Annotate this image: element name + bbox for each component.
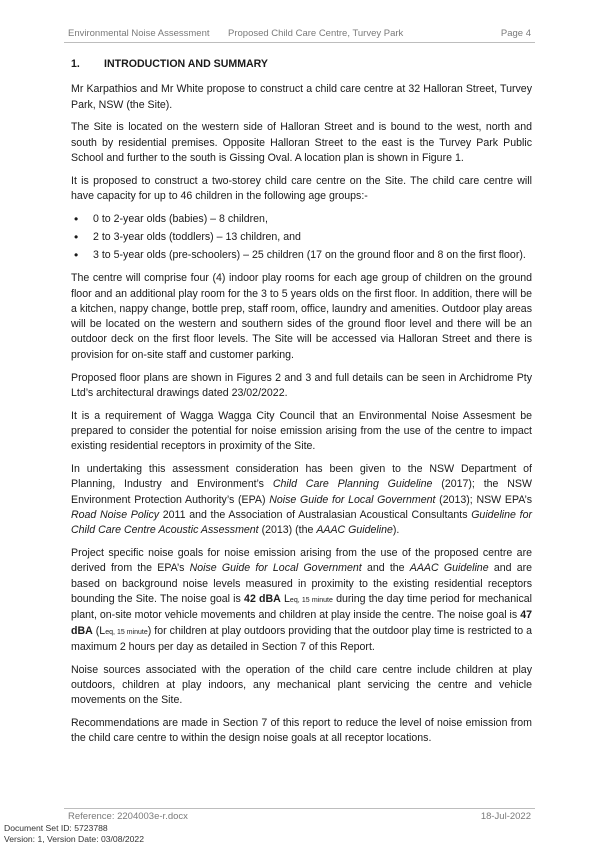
text-run: ). [392,524,400,537]
text-run-italic: Child Care Planning Guideline [272,478,433,491]
text-run: during the day time period for mechanical plant, on-site motor vehicle movements and children at play inside the centre. The noise goal is [71,592,532,622]
list-item: • 2 to 3-year olds (toddlers) – 13 children, and [71,230,532,245]
paragraph-7 [71,462,532,538]
text-run: 2011 and the Association of Australasian Acoustical Consultants [159,508,472,521]
header-project: Proposed Child Care Centre, Turvey Park [228,28,404,39]
text-run: ) for children at play outdoors providing that the outdoor play time is restricted to a maximum 2 hours per day as detailed in Section 7 of this Report. [71,624,533,653]
paragraph-10: Recommendations are made in Section 7 of this report to reduce the level of noise emission from the child care centre to within the design noise goals at all receptor locations. [71,716,532,745]
header-title: Environmental Noise Assessment [68,28,210,39]
section-title: INTRODUCTION AND SUMMARY [104,58,268,70]
paragraph-2: The Site is located on the western side of Halloran Street and is bound to the west, north and south by residential premises. Opposite Halloran Street to the east is the Turvey Park Public School and further to the south is Gissing Oval. A location plan is shown in Figure 1. [71,121,532,164]
document-version: Version: 1, Version Date: 03/08/2022 [4,834,144,844]
age-group-list [71,212,532,264]
text-run: and the [361,562,410,575]
paragraph-4: The centre will comprise four (4) indoor play rooms for each age group of children on the ground floor and an additional play room for the 3 to 5 years olds on the first floor. In addition, there will be a kitchen, nappy change, bottle prep, staff room, office, laundry and amenities. Outdoor play areas will be located on the western and southern sides of the ground floor level and there will be an outdoor deck on the first floor levels. The Site will be accessed via Halloran Street and there is provision for on-site staff and customer parking. [71,272,532,361]
header-page-number: Page 4 [500,28,531,39]
text-run: In undertaking this assessment consideration has been given to the NSW Department of Planning, Industry and Environment’s [71,463,532,491]
paragraph-9: Noise sources associated with the operation of the child care centre include children at play outdoors, children at play indoors, any mechanical plant servicing the centre and vehicle movements on the Site. [71,663,532,707]
text-run: (2013); NSW EPA’s [435,493,532,506]
list-item: • 0 to 2-year olds (babies) – 8 children, [71,212,532,227]
header-rule [64,42,535,43]
text-run: (2017); the NSW Environment Protection Authority’s (EPA) [71,478,532,506]
text-run-italic: Noise Guide for Local Government [269,493,436,506]
text-run: (L [92,624,106,637]
paragraph-6: It is a requirement of Wagga Wagga City Council that an Environmental Noise Assesment be prepared to consider the potential for noise emission arising from the use of the centre to impact existing residential receptors in proximity of the Site. [71,409,532,453]
paragraph-1: Mr Karpathios and Mr White propose to construct a child care centre at 32 Halloran Street, Turvey Park, NSW (the Site). [71,83,532,111]
text-run: Project specific noise goals for noise emission arising from the use of the proposed centre are derived from the EPA’s [71,547,532,575]
text-run: L [280,592,290,605]
document-set-id: Document Set ID: 5723788 [4,823,108,833]
paragraph-3: It is proposed to construct a two-storey child care centre on the Site. The child care centre will have capacity for up to 46 children in the following age groups:- [71,174,532,203]
body-content [71,57,532,754]
text-run: (2013) (the [258,524,317,537]
paragraph-5: Proposed floor plans are shown in Figures 2 and 3 and full details can be seen in Archidrome Pty Ltd’s architectural drawings dated 23/02/2022. [71,371,532,399]
text-run-bold: 47 dBA [71,609,532,637]
text-run-italic: AAAC Guideline [316,524,393,537]
footer-date: 18-Jul-2022 [480,811,531,822]
text-run-italic: AAAC Guideline [409,562,489,575]
text-run-italic: Guideline for Child Care Centre Acoustic Assessment [71,508,532,537]
text-run: and are based on background noise levels measured in proximity to the existing residential receptors bounding the Site. The noise goal is [71,562,533,605]
text-run-bold: 42 dBA [244,592,281,605]
text-run-italic: Noise Guide for Local Government [189,562,362,575]
section-number: 1. [71,58,80,70]
text-run-subscript: eq, 15 minute [289,596,333,604]
footer-rule [64,808,535,809]
text-run-italic: Road Noise Policy [71,508,160,521]
text-run-subscript: eq, 15 minute [105,628,148,636]
section-heading [71,57,532,72]
list-item: • 3 to 5-year olds (pre-schoolers) – 25 children (17 on the ground floor and 8 on the first floor). [71,248,532,263]
paragraph-8 [71,546,532,655]
footer-reference: Reference: 2204003e-r.docx [68,811,188,822]
